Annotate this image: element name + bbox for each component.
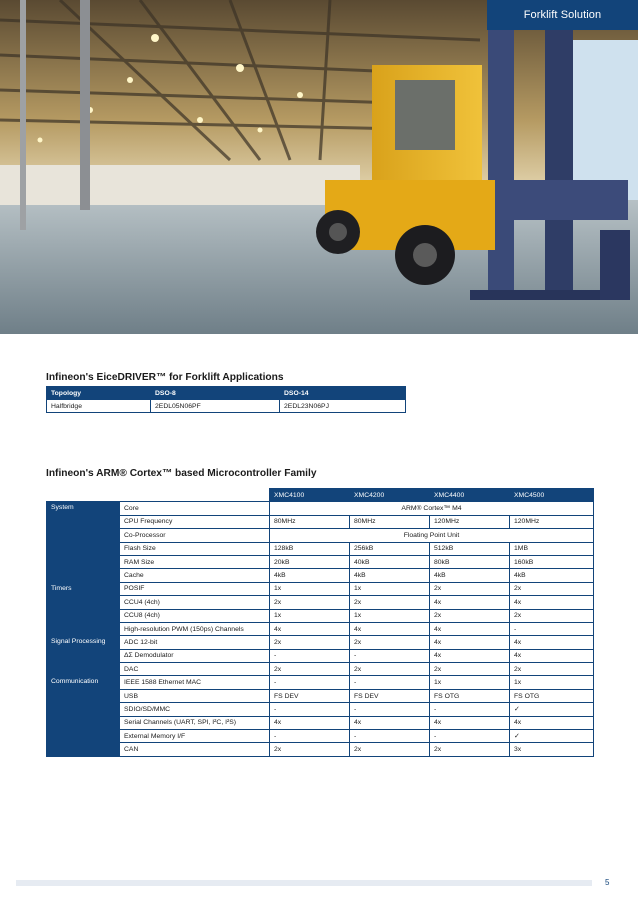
- table-cell: Halfbridge: [47, 400, 151, 413]
- table-row: [47, 689, 594, 702]
- value-cell: FS OTG: [430, 689, 510, 702]
- value-cell: ✓: [510, 703, 594, 716]
- value-cell: 80kB: [430, 555, 510, 568]
- value-cell: -: [350, 649, 430, 662]
- table-row: [47, 649, 594, 662]
- warehouse-forklift-illustration: [0, 0, 638, 334]
- value-cell: -: [270, 703, 350, 716]
- value-cell: 2x: [350, 636, 430, 649]
- value-cell: 4x: [270, 716, 350, 729]
- table-row: [47, 730, 594, 743]
- table-row: [47, 703, 594, 716]
- value-cell: 2x: [510, 663, 594, 676]
- feature-cell: Co-Processor: [120, 529, 270, 542]
- value-cell: 2x: [510, 582, 594, 595]
- value-cell: 1x: [430, 676, 510, 689]
- feature-cell: CPU Frequency: [120, 515, 270, 528]
- value-cell: 80MHz: [270, 515, 350, 528]
- value-cell: 2x: [270, 663, 350, 676]
- value-cell: 4x: [510, 636, 594, 649]
- value-cell: ✓: [510, 730, 594, 743]
- table-row: [47, 743, 594, 756]
- table-header-row: [47, 387, 406, 400]
- feature-cell: ΔΣ Demodulator: [120, 649, 270, 662]
- value-cell: 80MHz: [350, 515, 430, 528]
- feature-cell: USB: [120, 689, 270, 702]
- feature-cell: SDIO/SD/MMC: [120, 703, 270, 716]
- eicedriver-title: Infineon's EiceDRIVER™ for Forklift Applications: [46, 372, 284, 383]
- value-cell: -: [270, 676, 350, 689]
- xmc-table-body: [47, 502, 594, 756]
- value-cell: 3x: [510, 743, 594, 756]
- eicedriver-table: [46, 386, 406, 413]
- category-cell: Communication: [47, 676, 120, 756]
- value-cell: FS DEV: [270, 689, 350, 702]
- table-row: [47, 542, 594, 555]
- value-cell: 1x: [510, 676, 594, 689]
- value-cell: 128kB: [270, 542, 350, 555]
- table-row: [47, 596, 594, 609]
- feature-cell: IEEE 1588 Ethernet MAC: [120, 676, 270, 689]
- table-row: [47, 663, 594, 676]
- value-cell: 2x: [350, 743, 430, 756]
- value-cell: 4x: [510, 716, 594, 729]
- table-row: [47, 609, 594, 622]
- value-cell: 512kB: [430, 542, 510, 555]
- column-header-dso14: DSO-14: [280, 387, 406, 400]
- value-cell: 40kB: [350, 555, 430, 568]
- column-header-xmc4500: XMC4500: [510, 489, 594, 502]
- table-row: [47, 569, 594, 582]
- value-cell: -: [350, 703, 430, 716]
- column-header-xmc4100: XMC4100: [270, 489, 350, 502]
- category-cell: Signal Processing: [47, 636, 120, 676]
- value-cell: -: [350, 730, 430, 743]
- value-cell: -: [430, 703, 510, 716]
- table-row: [47, 636, 594, 649]
- value-cell: 4x: [430, 716, 510, 729]
- value-cell: 4x: [430, 649, 510, 662]
- feature-cell: High-resolution PWM (150ps) Channels: [120, 622, 270, 635]
- value-cell: 2x: [350, 663, 430, 676]
- spanned-value-cell: ARM® Cortex™ M4: [270, 502, 594, 515]
- column-header-xmc4200: XMC4200: [350, 489, 430, 502]
- value-cell: -: [270, 730, 350, 743]
- feature-cell: CCU4 (4ch): [120, 596, 270, 609]
- value-cell: 120MHz: [430, 515, 510, 528]
- value-cell: 4x: [430, 596, 510, 609]
- value-cell: -: [510, 622, 594, 635]
- value-cell: 4x: [430, 622, 510, 635]
- table-row: [47, 582, 594, 595]
- column-header-xmc4400: XMC4400: [430, 489, 510, 502]
- value-cell: 20kB: [270, 555, 350, 568]
- value-cell: 1x: [270, 609, 350, 622]
- column-header-dso8: DSO-8: [151, 387, 280, 400]
- feature-cell: POSIF: [120, 582, 270, 595]
- value-cell: -: [430, 730, 510, 743]
- value-cell: 120MHz: [510, 515, 594, 528]
- value-cell: 2x: [270, 743, 350, 756]
- table-row: [47, 502, 594, 515]
- value-cell: 2x: [270, 596, 350, 609]
- column-header-topology: Topology: [47, 387, 151, 400]
- table-row: [47, 676, 594, 689]
- value-cell: 4x: [430, 636, 510, 649]
- value-cell: FS DEV: [350, 689, 430, 702]
- feature-cell: Serial Channels (UART, SPI, I²C, I²S): [120, 716, 270, 729]
- footer-bar: [16, 880, 592, 886]
- feature-cell: CAN: [120, 743, 270, 756]
- table-row: [47, 555, 594, 568]
- feature-cell: Cache: [120, 569, 270, 582]
- feature-cell: DAC: [120, 663, 270, 676]
- xmc-title: Infineon's ARM® Cortex™ based Microcontroller Family: [46, 468, 317, 479]
- feature-cell: Flash Size: [120, 542, 270, 555]
- table-row: [47, 400, 406, 413]
- feature-cell: Core: [120, 502, 270, 515]
- value-cell: 4x: [350, 716, 430, 729]
- hero-photo-forklift-warehouse: [0, 0, 638, 334]
- table-row: [47, 622, 594, 635]
- value-cell: 4kB: [350, 569, 430, 582]
- value-cell: 1x: [350, 582, 430, 595]
- value-cell: FS OTG: [510, 689, 594, 702]
- value-cell: 4x: [510, 649, 594, 662]
- value-cell: -: [350, 676, 430, 689]
- value-cell: 160kB: [510, 555, 594, 568]
- value-cell: 4kB: [430, 569, 510, 582]
- xmc-table: [46, 488, 594, 757]
- page-number: 5: [605, 878, 610, 887]
- feature-cell: CCU8 (4ch): [120, 609, 270, 622]
- value-cell: 2x: [350, 596, 430, 609]
- spanned-value-cell: Floating Point Unit: [270, 529, 594, 542]
- table-row: [47, 716, 594, 729]
- value-cell: -: [270, 649, 350, 662]
- value-cell: 2x: [510, 609, 594, 622]
- value-cell: 1x: [270, 582, 350, 595]
- table-header-row: [47, 489, 594, 502]
- value-cell: 256kB: [350, 542, 430, 555]
- value-cell: 2x: [430, 663, 510, 676]
- value-cell: 2x: [430, 609, 510, 622]
- value-cell: 4kB: [510, 569, 594, 582]
- value-cell: 4kB: [270, 569, 350, 582]
- header-blank: [47, 489, 120, 502]
- value-cell: 1x: [350, 609, 430, 622]
- value-cell: 4x: [510, 596, 594, 609]
- table-cell: 2EDL05N06PF: [151, 400, 280, 413]
- value-cell: 4x: [350, 622, 430, 635]
- feature-cell: External Memory I/F: [120, 730, 270, 743]
- header-blank: [120, 489, 270, 502]
- feature-cell: RAM Size: [120, 555, 270, 568]
- value-cell: 2x: [270, 636, 350, 649]
- category-cell: Timers: [47, 582, 120, 636]
- table-row: [47, 529, 594, 542]
- value-cell: 2x: [430, 743, 510, 756]
- table-cell: 2EDL23N06PJ: [280, 400, 406, 413]
- value-cell: 4x: [270, 622, 350, 635]
- table-row: [47, 515, 594, 528]
- feature-cell: ADC 12-bit: [120, 636, 270, 649]
- value-cell: 1MB: [510, 542, 594, 555]
- value-cell: 2x: [430, 582, 510, 595]
- category-cell: System: [47, 502, 120, 582]
- section-tab-forklift-solution: Forklift Solution: [487, 0, 638, 30]
